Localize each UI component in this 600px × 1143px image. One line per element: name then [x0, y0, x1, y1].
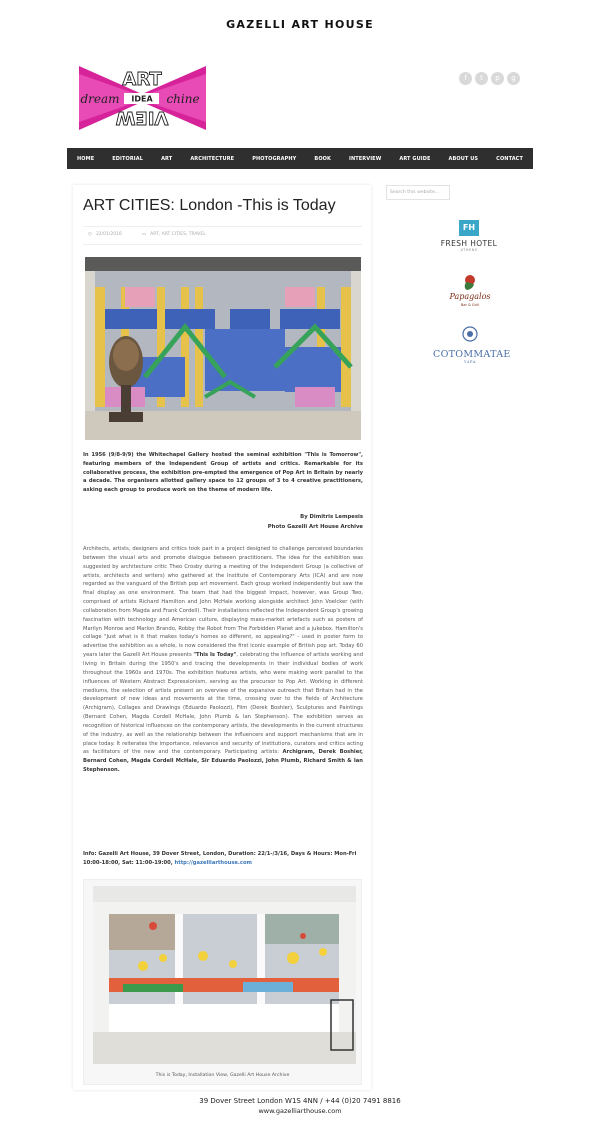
article-intro: In 1956 (9/8-9/9) the Whitechapel Gallery hosted the seminal exhibition "This is Tomorrow", featuring members of the Independent Group of artists and critics. Remarkable for its collaborative process, the exhibition pre-empted the emergence of Pop Art in Britain by nearly a decade. The organisers allotted gallery space to 12 groups of 3 to 4 creative practitioners, asking each group to produce work on the theme of modern life.	[83, 452, 363, 494]
nav-contact[interactable]: CONTACT	[496, 155, 523, 162]
calendar-icon: ◷	[88, 232, 92, 237]
body-text-1: Architects, artists, designers and critics took part in a project designed to challenge perceived boundaries between the visual arts and promote dialogue between practitioners. The idea for the exhibition was suggested by architecture critic Theo Crosby during a meeting of the Independent Group (a collective of artists, architects and writers) who gathered at the Institute of Contemporary Arts (ICA) and are now regarded as the vanguard of the British pop art movement. Each group worked independently but saw the final display as one environment. The team that had the biggest impact, however, was Group Two, comprised of artists Richard Hamilton and John McHale working alongside architect John Voelcker (with collaboration from Magda and Frank Cordell). Their installations reflected the Independent Group's growing fascination with technology and American culture, displaying mass-market artefacts such as posters of Marilyn Monroe and Marlon Brando, Robby the Robot from The Forbidden Planet and a jukebox. Hamilton's collage "Just what is it that makes today's homes so different, so appealing?" - used in poster form to advertise the exhibition as a whole, is now considered the first iconic example of British pop art. Today 60 years later the Gazelli Art House presents	[83, 546, 363, 659]
exhibition-window-photo	[85, 257, 361, 440]
facebook-icon[interactable]: f	[459, 72, 472, 85]
dream-idea-machine-logo[interactable]	[79, 66, 206, 130]
nav-home[interactable]: HOME	[77, 155, 95, 162]
pinterest-icon[interactable]: p	[491, 72, 504, 85]
main-nav	[67, 148, 533, 169]
svg-text:chine: chine	[166, 92, 200, 106]
fresh-hotel-logo[interactable]	[437, 220, 501, 262]
folder-icon: ▭	[141, 232, 147, 237]
svg-text:IDEA: IDEA	[131, 94, 153, 104]
body-text-2: , celebrating the influence of artists working and living in Britain during the 1950's and tracing the developments in their individual bodies of work throughout the 1960s and 1970s. The exhibition features artists, who were making work parallel to the influences of Western Abstract Expressionism, serving as the precursor to Pop Art. Working in different mediums, the selection of artists present an overview of the expansive outreach that Britain had in the development of new ideas and movements at the time, crossing over to the fields of Architecture (Archigram), Collages and Drawings (Eduardo Paolozzi), Film (Derek Boshier), Sculptures and Paintings (Bernard Cohen, Magda Cordell McHale, John Plumb & Ian Stephenson). The exhibition serves as recognition of historical influences on the contemporary artists, the developments in the current structures of the industry, as well as the relationship between the influencers and support mechanisms that are in place today. It reiterates the importance, relevance and security of institutions, curators and critics acting as facilitators of the new and the contemporary. Participating artists:	[83, 652, 363, 756]
info-link[interactable]: http://gazelliarthouse.com	[174, 859, 252, 866]
googleplus-icon[interactable]: g	[507, 72, 520, 85]
body-artists: Archigram, Derek Boshier, Bernard Cohen, Magda Cordell McHale, Sir Eduardo Paolozzi, John Plumb, Richard Smith & Ian Stephenson.	[83, 749, 363, 774]
article-byline	[268, 513, 363, 532]
installation-view-photo	[93, 886, 356, 1064]
nav-architecture[interactable]: ARCHITECTURE	[190, 155, 235, 162]
info-text: Info: Gazelli Art House, 39 Dover Street, London, Duration: 22/1-/3/16, Days & Hours: Mon-Fri 10:00-18:00, Sat: 11:00-19:00,	[83, 851, 357, 866]
svg-text:Bar & Grill: Bar & Grill	[460, 303, 480, 307]
search-input[interactable]: Search this website...	[386, 185, 450, 200]
fresh-hotel-mark: FH	[459, 220, 479, 236]
nav-editorial[interactable]: EDITORIAL	[112, 155, 144, 162]
papagalos-logo[interactable]	[445, 272, 495, 316]
footer-website[interactable]: www.gazelliarthouse.com	[258, 1107, 342, 1115]
crest-icon	[460, 325, 480, 343]
byline-author: By Dimitris Lempesis	[300, 514, 363, 520]
article-info	[83, 850, 363, 868]
fresh-hotel-city: ATHENS	[460, 248, 478, 252]
article-meta	[88, 232, 206, 237]
nav-art-guide[interactable]: ART GUIDE	[399, 155, 431, 162]
divider	[83, 226, 362, 227]
footer	[0, 1096, 600, 1116]
svg-text:ART: ART	[122, 69, 162, 90]
site-name[interactable]: GAZELLI ART HOUSE	[226, 18, 374, 31]
article-date: 22/01/2016	[95, 232, 122, 237]
twitter-icon[interactable]: t	[475, 72, 488, 85]
svg-text:VIEW: VIEW	[115, 107, 169, 128]
nav-book[interactable]: BOOK	[314, 155, 331, 162]
article-body	[83, 545, 363, 775]
cotommatae-name: COTOMMATAE	[433, 349, 511, 360]
article-title[interactable]: ART CITIES: London -This is Today	[83, 197, 336, 214]
nav-photography[interactable]: PHOTOGRAPHY	[252, 155, 297, 162]
fresh-hotel-name: FRESH HOTEL	[440, 239, 498, 248]
cotommatae-location: ΥΔΡΑ	[464, 360, 476, 364]
article-categories[interactable]: ART, ART CITIES, TRAVEL	[150, 232, 206, 237]
social-links	[459, 72, 520, 85]
divider	[83, 244, 362, 245]
cotommatae-logo[interactable]	[433, 325, 511, 369]
nav-about-us[interactable]: ABOUT US	[448, 155, 479, 162]
nav-interview[interactable]: INTERVIEW	[349, 155, 382, 162]
nav-art[interactable]: ART	[161, 155, 173, 162]
byline-photo-credit: Photo Gazelli Art House Archive	[267, 523, 363, 530]
image-caption: This is Today, Installation View, Gazelli Art House Archive	[155, 1073, 290, 1078]
body-exhibition-title: "This Is Today"	[193, 652, 237, 659]
footer-address: 39 Dover Street London W1S 4NN / +44 (0)20 7491 8816	[199, 1097, 401, 1105]
svg-text:Papagalos: Papagalos	[449, 292, 491, 301]
svg-text:dream: dream	[80, 92, 120, 106]
